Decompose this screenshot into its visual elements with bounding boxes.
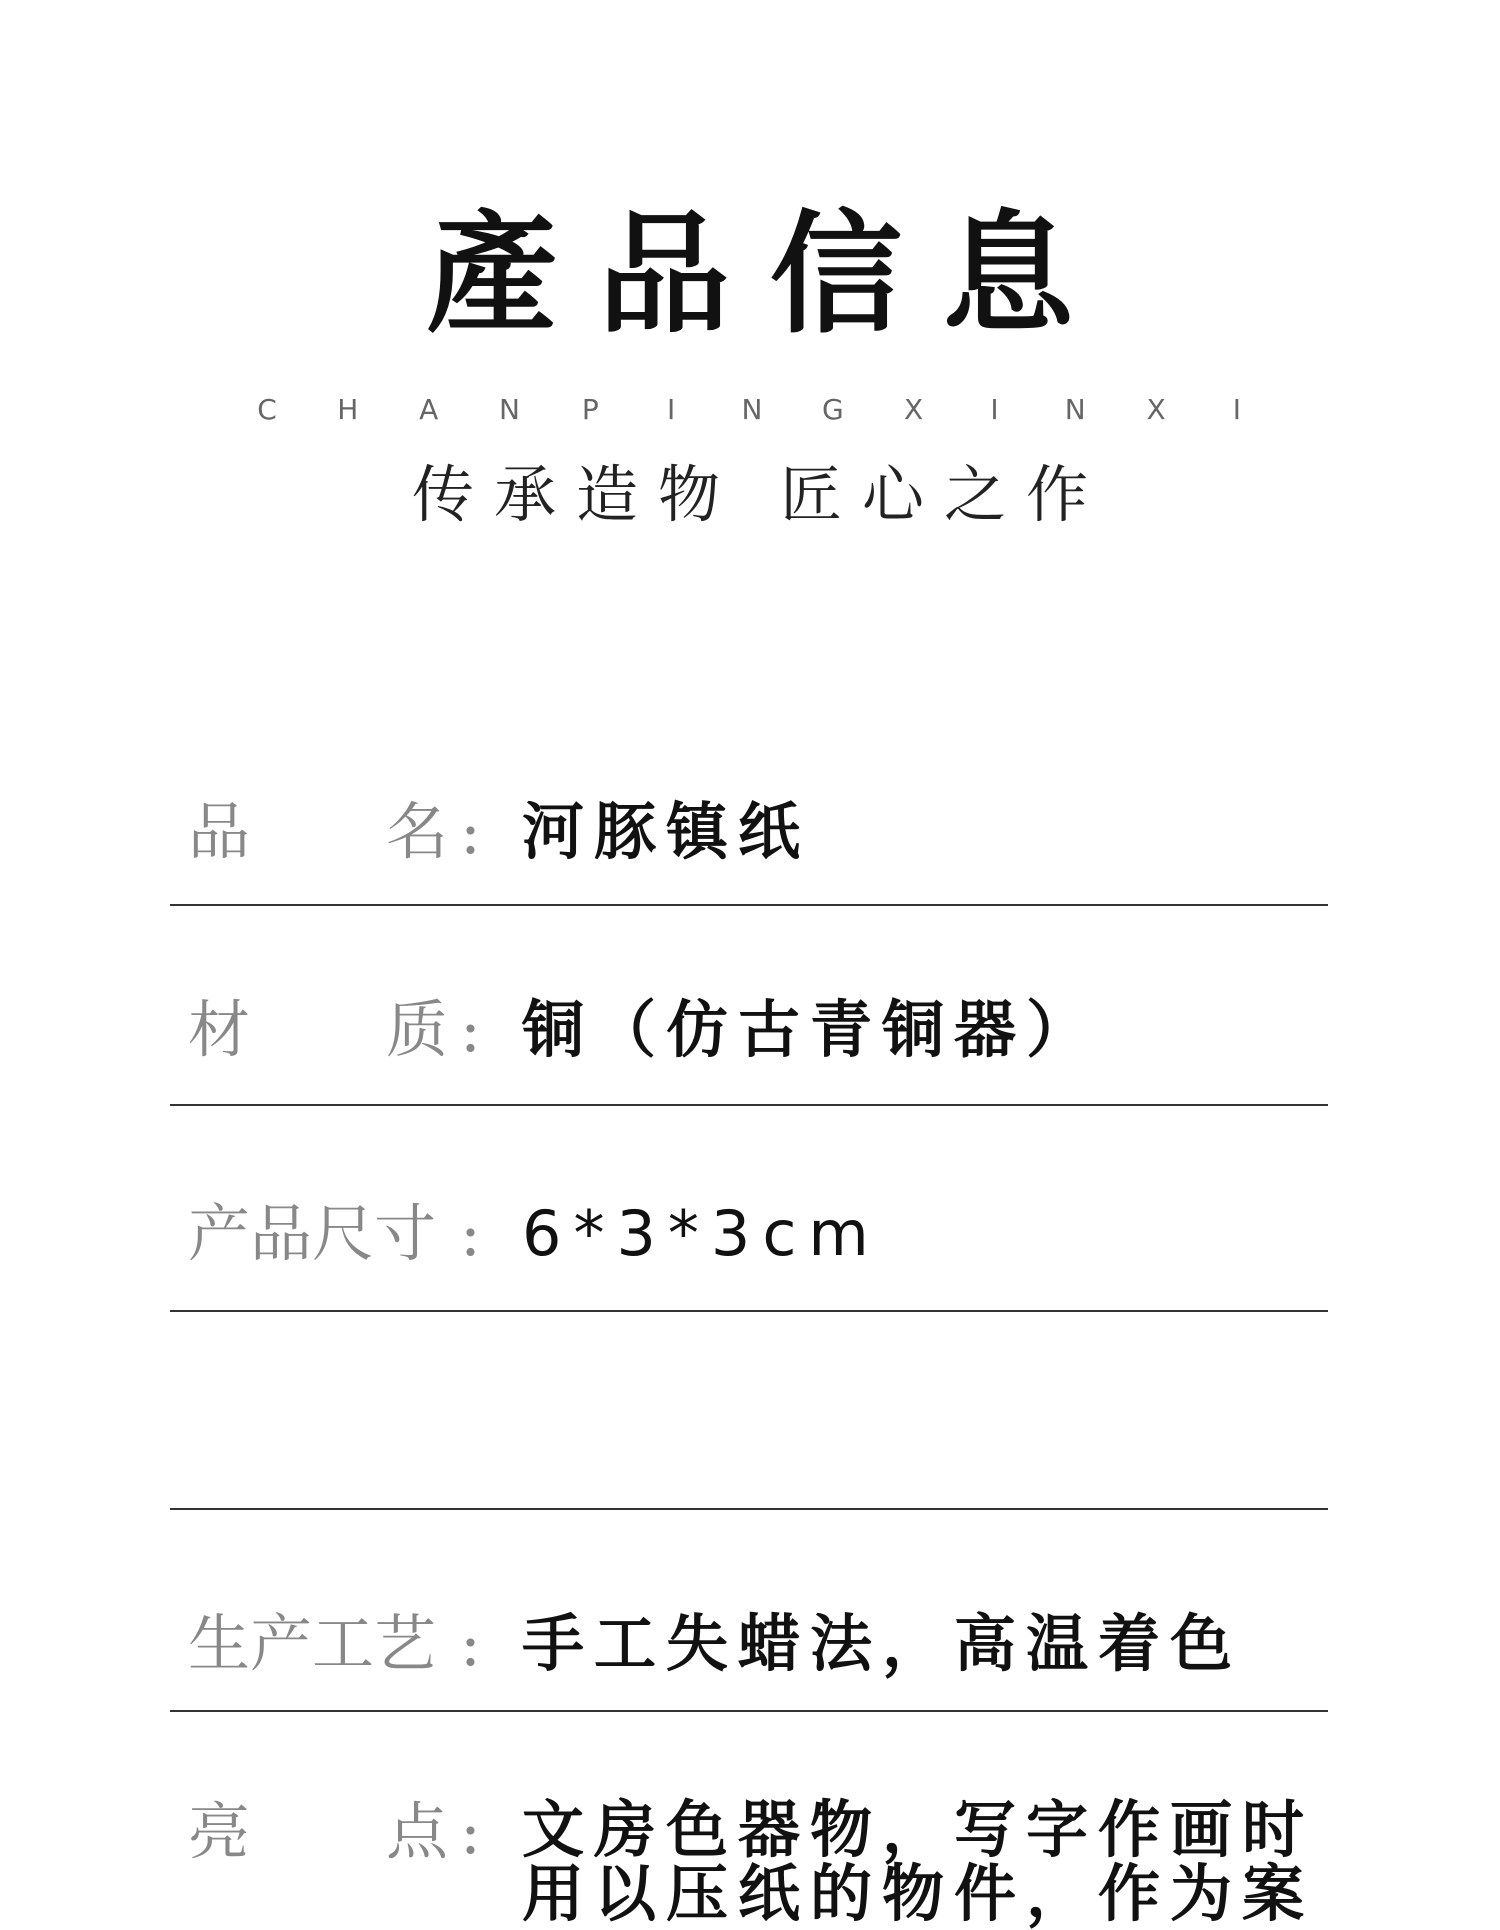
pinyin-letter: X [1146,393,1166,426]
info-label-craft: 生产工艺 : [188,1607,481,1680]
info-row-highlight [170,1770,1328,1930]
pinyin-letter: N [1064,393,1086,426]
info-label-highlight: 亮 点 : [188,1795,481,1868]
info-row-size [170,1172,1328,1292]
info-row-material [170,968,1328,1088]
info-row-name [170,770,1328,890]
info-value-size: 6*3*3cm [522,1197,881,1270]
pinyin-letter: C [257,393,277,426]
pinyin-letter: N [741,393,763,426]
info-value-highlight-line2: 用以压纸的物件，作为案 [522,1857,1315,1930]
pinyin-subtitle [252,390,1252,430]
pinyin-letter: X [904,393,924,426]
pinyin-letter: I [990,393,999,426]
divider [170,1310,1328,1312]
slogan [0,455,1500,535]
info-row-craft [170,1582,1328,1702]
pinyin-letter: N [499,393,520,426]
pinyin-letter: I [1232,393,1242,426]
pinyin-letter: H [337,393,359,426]
divider [170,1710,1328,1712]
pinyin-letter: P [581,393,599,426]
info-label-size: 产品尺寸 : [188,1197,481,1270]
pinyin-letter: G [821,393,844,426]
info-label-material: 材 质 : [188,993,481,1066]
info-value-name: 河豚镇纸 [522,795,811,868]
info-value-craft: 手工失蜡法，高温着色 [522,1607,1243,1680]
info-label-name: 品 名 : [188,795,481,868]
header [0,0,1500,560]
divider [170,1104,1328,1106]
slogan-left: 传承造物 [411,458,740,531]
divider [170,904,1328,906]
pinyin-letter: A [419,393,439,426]
info-value-highlight-line1: 文房色器物，写字作画时 [522,1793,1315,1866]
page-title: 產品信息 [426,197,1114,352]
slogan-right: 匠心之作 [780,458,1109,531]
divider [170,1508,1328,1510]
pinyin-letter: I [667,393,676,426]
info-value-material: 铜（仿古青铜器） [522,993,1099,1066]
